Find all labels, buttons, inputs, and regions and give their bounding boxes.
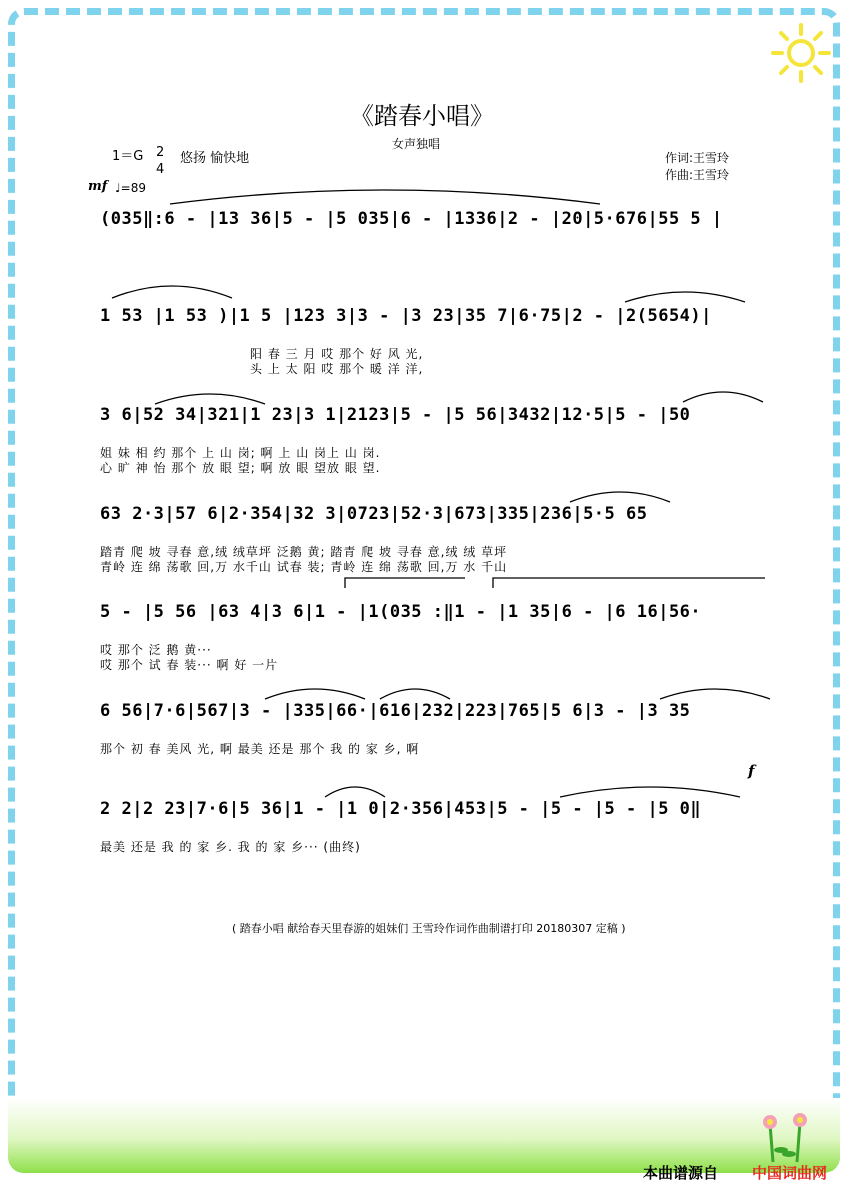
slur-mark (625, 288, 745, 304)
volta-bracket (493, 578, 765, 588)
dynamic-marking: mf (88, 179, 108, 194)
lyrics-line: 踏青 爬 坡 寻春 意,绒 绒草坪 泛鹅 黄; 踏青 爬 坡 寻春 意,绒 绒 草坪 (100, 545, 508, 559)
footnote: ( 踏春小唱 献给春天里春游的姐妹们 王雪玲作词作曲制谱打印 20180307 定稿 ) (232, 922, 626, 935)
slur-mark (155, 390, 265, 406)
score-row: (035‖:6 - |13 36|5 - |5 035|6 - |1336|2 - |20|5·676|55 5 | (100, 209, 723, 229)
slur-mark (570, 488, 670, 504)
flower-icon (755, 1110, 825, 1165)
metronome-mark: ♩=89 (115, 181, 146, 195)
slur-mark (380, 685, 450, 701)
song-subtitle: 女声独唱 (392, 137, 441, 151)
lyricist-credit: 作词:王雪玲 (665, 151, 730, 165)
source-site[interactable]: 中国词曲网 (752, 1164, 828, 1182)
score-row: 5 - |5 56 |63 4|3 6|1 - |1(035 :‖1 - |1 35|6 - |6 16|56· (100, 602, 702, 622)
tempo-marking: 悠扬 愉快地 (180, 151, 250, 166)
grass-decoration (8, 1098, 840, 1173)
slur-mark (560, 783, 740, 799)
lyrics-line: 心 旷 神 怡 那个 放 眼 望; 啊 放 眼 望放 眼 望. (100, 461, 381, 475)
lyrics-line: 哎 那个 试 春 装··· 啊 好 一片 (100, 658, 279, 672)
score-row: 1 53 |1 53 )|1 5 |123 3|3 - |3 23|35 7|6·75|2 - |2(5654)| (100, 306, 712, 326)
lyrics-line: 阳 春 三 月 哎 那个 好 风 光, (250, 347, 424, 361)
lyrics-line: 姐 妹 相 约 那个 上 山 岗; 啊 上 山 岗上 山 岗. (100, 446, 381, 460)
slur-mark (170, 186, 600, 206)
dynamic-marking: f (748, 762, 755, 780)
score-row: 3 6|52 34|321|1 23|3 1|2123|5 - |5 56|3432|12·5|5 - |50 (100, 405, 691, 425)
volta-bracket (345, 578, 465, 588)
song-title: 《踏春小唱》 (350, 102, 494, 130)
time-signature (156, 144, 164, 178)
score-row: 6 56|7·6|567|3 - |335|66·|616|232|223|765|5 6|3 - |3 35 (100, 701, 691, 721)
time-signature-bottom: 4 (156, 162, 165, 177)
slur-mark (325, 783, 385, 799)
source-label: 本曲谱源自 (643, 1164, 719, 1182)
score-row: 2 2|2 23|7·6|5 36|1 - |1 0|2·356|453|5 - |5 - |5 - |5 0‖ (100, 799, 702, 819)
composer-credit: 作曲:王雪玲 (665, 168, 730, 182)
key-signature: 1＝G (112, 149, 144, 164)
sun-icon (770, 22, 832, 84)
lyrics-line: 头 上 太 阳 哎 那个 暖 洋 洋, (250, 362, 424, 376)
time-signature-top: 2 (156, 145, 165, 160)
slur-mark (683, 388, 763, 404)
slur-mark (265, 685, 365, 701)
lyrics-line: 青岭 连 绵 荡歌 回,万 水千山 试春 装; 青岭 连 绵 荡歌 回,万 水 千山 (100, 560, 508, 574)
slur-mark (112, 282, 232, 300)
slur-mark (660, 685, 770, 701)
score-row: 63 2·3|57 6|2·354|32 3|0723|52·3|673|335|236|5·5 65 (100, 504, 648, 524)
lyrics-line: 哎 那个 泛 鹅 黄··· (100, 643, 212, 657)
lyrics-line: 那个 初 春 美风 光, 啊 最美 还是 那个 我 的 家 乡, 啊 (100, 742, 420, 756)
lyrics-line: 最美 还是 我 的 家 乡. 我 的 家 乡··· (曲终) (100, 840, 361, 854)
